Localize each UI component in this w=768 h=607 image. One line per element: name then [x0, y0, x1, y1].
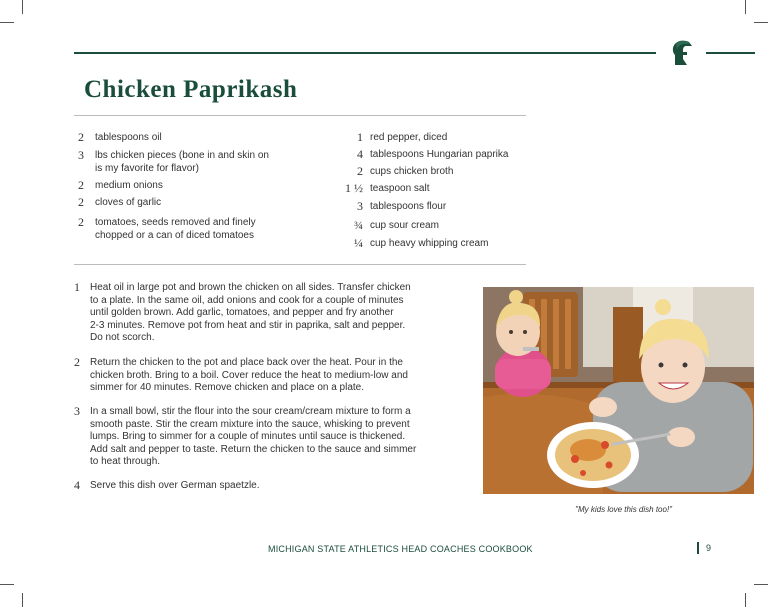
ingredient-name: chopped or a can of diced tomatoes: [95, 230, 254, 241]
ingredient-qty: 3: [357, 199, 363, 213]
step-text: simmer for 40 minutes. Remove chicken and place on a plate.: [90, 382, 365, 393]
ingredient-qty: 2: [78, 130, 84, 144]
header-rule: [74, 52, 656, 54]
ingredient-qty: 2: [78, 195, 84, 209]
ingredient-name: lbs chicken pieces (bone in and skin on: [95, 150, 269, 161]
page-divider: [697, 542, 699, 554]
ingredient-qty: 4: [357, 147, 363, 161]
crop-mark: [0, 22, 14, 23]
ingredient-qty: 1: [357, 130, 363, 144]
step-text: to a plate. In the same oil, add onions and cook for a couple of minutes: [90, 294, 404, 306]
crop-mark: [745, 0, 746, 14]
header-rule-right: [706, 52, 755, 54]
step-number: 2: [74, 355, 80, 369]
ingredient-name: tablespoons Hungarian paprika: [370, 149, 509, 160]
crop-mark: [0, 584, 14, 585]
step-number: 3: [74, 404, 80, 418]
step-text: chicken broth. Bring to a boil. Cover reduce the heat to medium-low and: [90, 369, 408, 381]
page-number: 9: [706, 543, 712, 553]
ingredient-name: red pepper, diced: [370, 132, 448, 143]
step-text: until golden brown. Add garlic, tomatoes, and pepper and fry another: [90, 307, 394, 318]
ingredient-name: medium onions: [95, 180, 163, 191]
ingredient-name: teaspoon salt: [370, 183, 430, 194]
ingredient-qty: 2: [78, 178, 84, 192]
ingredient-qty: ¼: [354, 236, 363, 250]
ingredient-name: tomatoes, seeds removed and finely: [95, 217, 256, 228]
crop-mark: [754, 584, 768, 585]
spartan-helmet-icon: [666, 38, 696, 68]
step-number: 1: [74, 280, 80, 294]
step-text: smooth paste. Stir the cream mixture into the sauce, whisking to prevent: [90, 418, 410, 430]
crop-mark: [22, 593, 23, 607]
ingredient-name: cups chicken broth: [370, 166, 454, 177]
step-text: lumps. Bring to simmer for a couple of minutes until sauce is thickened.: [90, 431, 406, 442]
footer-book-title: MICHIGAN STATE ATHLETICS HEAD COACHES COOKBOOK: [268, 544, 533, 554]
ingredient-name: tablespoons oil: [95, 132, 162, 143]
ingredient-name: cup sour cream: [370, 220, 439, 231]
kids-photo: [483, 287, 754, 494]
ingredient-qty: 2: [357, 164, 363, 178]
ingredient-qty: 1 ½: [345, 181, 363, 195]
ingredient-name: cup heavy whipping cream: [370, 238, 489, 249]
ingredient-name: cloves of garlic: [95, 197, 162, 208]
step-number: 4: [74, 478, 80, 492]
ingredient-qty: 2: [78, 215, 84, 229]
step-text: Do not scorch.: [90, 332, 155, 343]
ingredient-qty: ¾: [354, 218, 363, 232]
step-text: Serve this dish over German spaetzle.: [90, 480, 260, 491]
ingredient-qty: 3: [78, 148, 84, 162]
crop-mark: [745, 593, 746, 607]
step-text: 2-3 minutes. Remove pot from heat and stir in paprika, salt and pepper.: [90, 319, 406, 331]
photo-caption: "My kids love this dish too!": [575, 505, 672, 514]
ingredient-name: tablespoons flour: [370, 201, 447, 212]
divider: [74, 115, 526, 116]
step-text: In a small bowl, stir the flour into the sour cream/cream mixture to form a: [90, 406, 411, 417]
divider: [74, 264, 526, 265]
step-text: to heat through.: [90, 456, 161, 467]
crop-mark: [754, 22, 768, 23]
ingredient-name: is my favorite for flavor): [95, 163, 199, 174]
step-text: Return the chicken to the pot and place back over the heat. Pour in the: [90, 357, 403, 368]
crop-mark: [22, 0, 23, 14]
step-text: Add salt and pepper to taste. Return the chicken to the sauce and simmer: [90, 443, 417, 455]
step-text: Heat oil in large pot and brown the chicken on all sides. Transfer chicken: [90, 282, 411, 293]
recipe-title: Chicken Paprikash: [84, 76, 298, 103]
